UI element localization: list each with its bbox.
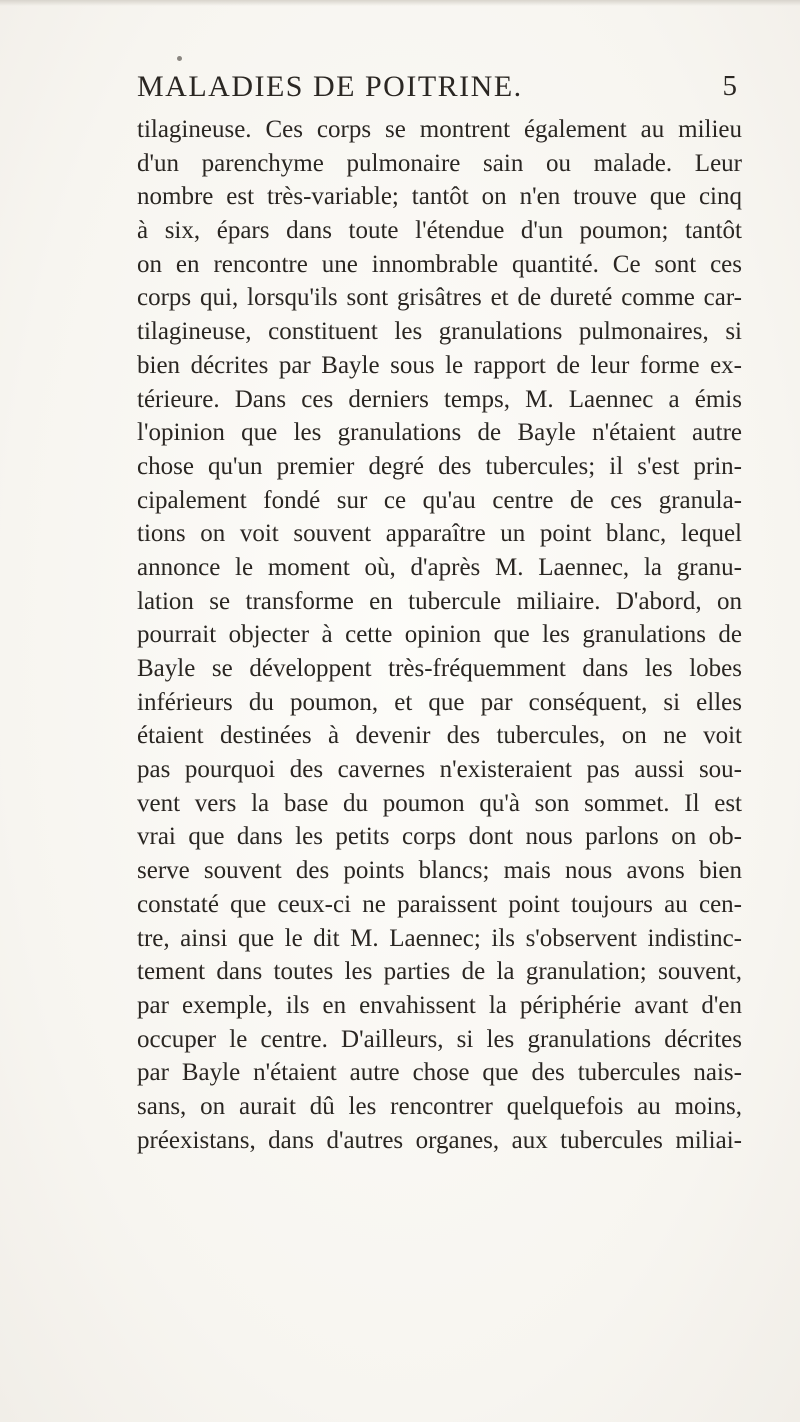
text-line: nombre est très-variable; tantôt on n'en trouve que cinq [137,183,742,211]
text-line: annonce le moment où, d'après M. Laennec, la granu- [137,553,742,581]
text-line: tement dans toutes les parties de la granulation; souvent, [137,958,742,986]
text-line: chose qu'un premier degré des tubercules; il s'est prin- [137,452,742,480]
text-line: serve souvent des points blancs; mais nous avons bien [137,857,742,885]
text-line: on en rencontre une innombrable quantité. Ce sont ces [137,250,742,278]
text-line: cipalement fondé sur ce qu'au centre de ces granula- [137,486,742,514]
text-line: étaient destinées à devenir des tubercules, on ne voit [137,722,742,750]
text-line: d'un parenchyme pulmonaire sain ou malade. Leur [137,149,742,177]
text-line: tilagineuse. Ces corps se montrent également au milieu [137,116,742,143]
page-number: 5 [722,70,737,102]
page-header [137,70,737,110]
text-line: Bayle se développent très-fréquemment dans les lobes [137,655,742,682]
text-line: lation se transforme en tubercule miliaire. D'abord, on [137,587,742,615]
text-line: par Bayle n'étaient autre chose que des tubercules nais- [137,1059,742,1087]
running-title: MALADIES DE POITRINE. [137,70,523,103]
text-line: préexistans, dans d'autres organes, aux tubercules miliai- [137,1126,742,1154]
text-line: inférieurs du poumon, et que par conséquent, si elles [137,688,742,716]
text-line: constaté que ceux-ci ne paraissent point toujours au cen- [137,890,742,918]
page-top-edge [0,0,800,6]
text-line: vrai que dans les petits corps dont nous parlons on ob- [137,823,742,851]
text-line: tilagineuse, constituent les granulations pulmonaires, si [137,318,742,346]
text-line: bien décrites par Bayle sous le rapport de leur forme ex- [137,351,742,379]
text-line: l'opinion que les granulations de Bayle n'étaient autre [137,419,742,447]
text-line: tions on voit souvent apparaître un point blanc, lequel [137,520,742,548]
ink-speck [177,56,182,61]
text-line: térieure. Dans ces derniers temps, M. Laennec a émis [137,385,742,413]
text-line: pourrait objecter à cette opinion que les granulations de [137,621,742,649]
text-line: par exemple, ils en envahissent la périphérie avant d'en [137,991,742,1019]
text-line: occuper le centre. D'ailleurs, si les granulations décrites [137,1025,742,1053]
text-line: pas pourquoi des cavernes n'existeraient pas aussi sou- [137,756,742,784]
text-line: tre, ainsi que le dit M. Laennec; ils s'observent indistinc- [137,924,742,952]
text-line: à six, épars dans toute l'étendue d'un poumon; tantôt [137,217,742,245]
body-text [137,113,742,1157]
text-line: corps qui, lorsqu'ils sont grisâtres et de dureté comme car- [137,284,742,312]
text-line: vent vers la base du poumon qu'à son sommet. Il est [137,789,742,817]
text-line: sans, on aurait dû les rencontrer quelquefois au moins, [137,1092,742,1120]
